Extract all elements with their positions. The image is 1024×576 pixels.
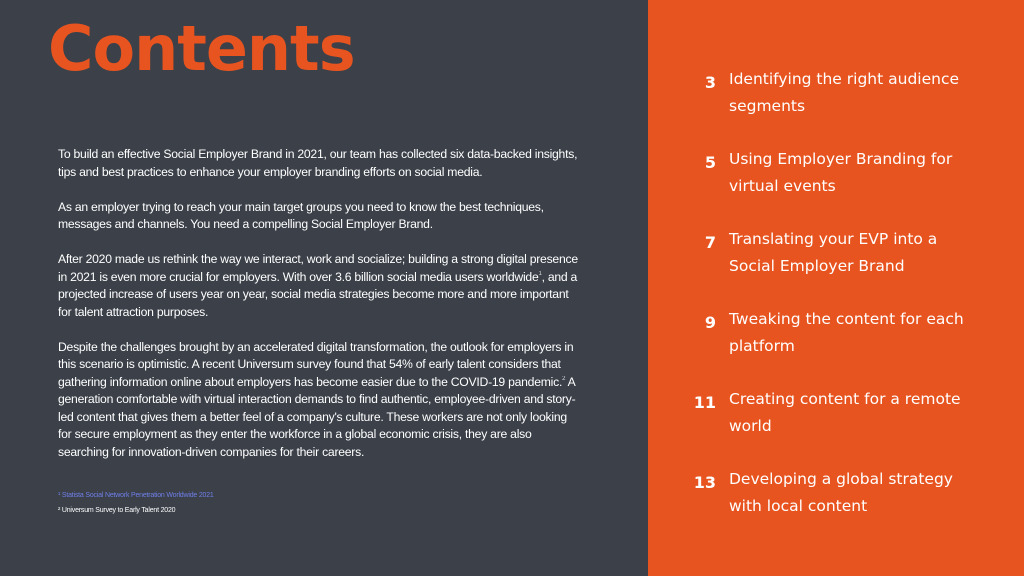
toc-item[interactable] <box>690 226 1010 306</box>
intro-text <box>58 146 578 461</box>
footnote-ref-2[interactable]: 2 <box>562 376 566 383</box>
toc-page-number: 9 <box>704 313 716 332</box>
toc-title: Tweaking the content for each platform <box>729 310 964 355</box>
footnote-1[interactable]: ¹ Statista Social Network Penetration Worldwide 2021 <box>58 492 214 499</box>
footnotes <box>58 488 214 518</box>
footnote-ref-1[interactable]: 1 <box>538 271 542 278</box>
toc-item[interactable] <box>690 386 1010 466</box>
toc-item[interactable] <box>690 66 1010 146</box>
toc-title: Translating your EVP into a Social Employer Brand <box>729 230 938 275</box>
toc-title: Creating content for a remote world <box>729 390 961 435</box>
toc-page-number: 3 <box>704 73 716 92</box>
intro-paragraph-1: To build an effective Social Employer Brand in 2021, our team has collected six data-backed insights, tips and best practices to enhance your employer branding efforts on social media. <box>58 147 578 179</box>
intro-paragraph-3-text-cont: , and a projected increase of users year on year, social media strategies become more and more important for talent attraction purposes. <box>58 269 578 319</box>
toc-item[interactable] <box>690 466 1010 546</box>
intro-paragraph-3 <box>58 251 578 321</box>
toc-page-number: 13 <box>693 473 716 492</box>
intro-paragraph-2: As an employer trying to reach your main target groups you need to know the best techniques, messages and channels. You need a compelling Social Employer Brand. <box>58 199 544 231</box>
toc-title: Developing a global strategy with local content <box>729 470 953 515</box>
toc-item[interactable] <box>690 146 1010 226</box>
intro-paragraph-3-text: After 2020 made us rethink the way we interact, work and socialize; building a strong digital presence in 2021 is even more crucial for employers. With over 3.6 billion social media users worldwide <box>58 252 578 284</box>
table-of-contents <box>690 66 1010 546</box>
toc-title: Using Employer Branding for virtual events <box>729 150 953 195</box>
intro-paragraph-4-text: Despite the challenges brought by an accelerated digital transformation, the outlook for employers in this scenario is optimistic. A recent Universum survey found that 54% of early talent considers that gathering information online about employers has become easier due to the COVID-19 pandemic. <box>58 339 574 389</box>
toc-title: Identifying the right audience segments <box>729 70 960 115</box>
page-title: Contents <box>48 12 355 85</box>
intro-paragraph-4 <box>58 339 578 462</box>
intro-paragraph-4-text-cont: A generation comfortable with virtual interaction demands to find authentic, employee-driven and story-led content that gives them a better feel of a company's culture. These workers are not only looking for secure employment as they enter the workforce in a global economic crisis, they are also searching for innovation-driven companies for their careers. <box>58 374 576 459</box>
toc-page-number: 5 <box>704 153 716 172</box>
toc-page-number: 11 <box>693 393 716 412</box>
footnote-2: ² Universum Survey to Early Talent 2020 <box>58 507 176 514</box>
toc-page-number: 7 <box>704 233 716 252</box>
toc-item[interactable] <box>690 306 1010 386</box>
